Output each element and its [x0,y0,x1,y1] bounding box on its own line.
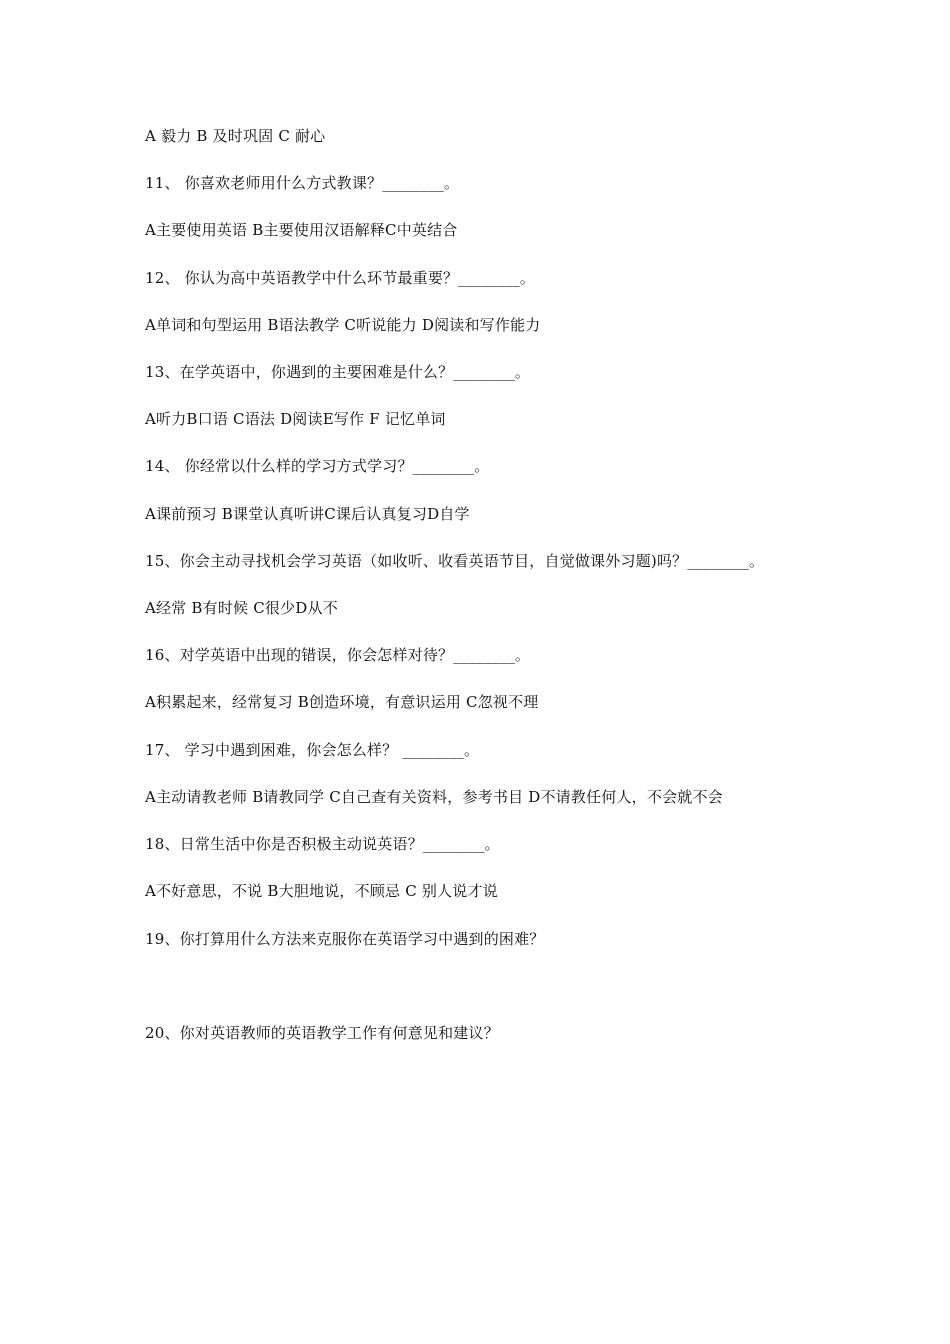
q10-options: A 毅力 B 及时巩固 C 耐心 [145,127,326,145]
q17-options: A主动请教老师 B请教同学 C自己查有关资料，参考书目 D不请教任何人，不会就不会 [145,788,723,806]
q12-options: A单词和句型运用 B语法教学 C听说能力 D阅读和写作能力 [145,316,541,334]
q15-question: 15、你会主动寻找机会学习英语（如收听、收看英语节目，自觉做课外习题)吗？________。 [145,552,765,570]
q11-options: A主要使用英语 B主要使用汉语解释C中英结合 [145,221,458,239]
q14-question: 14、 你经常以什么样的学习方式学习？________。 [145,457,490,475]
q13-question: 13、在学英语中，你遇到的主要困难是什么？________。 [145,363,531,381]
q17-question: 17、 学习中遇到困难，你会怎么样？ ________。 [145,741,480,759]
q20-question: 20、你对英语教师的英语教学工作有何意见和建议？ [145,1024,499,1042]
q12-question: 12、 你认为高中英语教学中什么环节最重要？________。 [145,269,536,287]
q15-options: A经常 B有时候 C很少D从不 [145,599,338,617]
q18-question: 18、日常生活中你是否积极主动说英语？________。 [145,835,500,853]
q18-options: A不好意思，不说 B大胆地说，不顾忌 C 别人说才说 [145,882,498,900]
q11-question: 11、 你喜欢老师用什么方式教课？________。 [145,174,460,192]
q14-options: A课前预习 B课堂认真听讲C课后认真复习D自学 [145,505,470,523]
q19-question: 19、你打算用什么方法来克服你在英语学习中遇到的困难？ [145,930,545,948]
q16-question: 16、对学英语中出现的错误，你会怎样对待？________。 [145,646,531,664]
q16-options: A积累起来，经常复习 B创造环境，有意识运用 C忽视不理 [145,693,539,711]
q13-options: A听力B口语 C语法 D阅读E写作 F 记忆单词 [145,410,446,428]
